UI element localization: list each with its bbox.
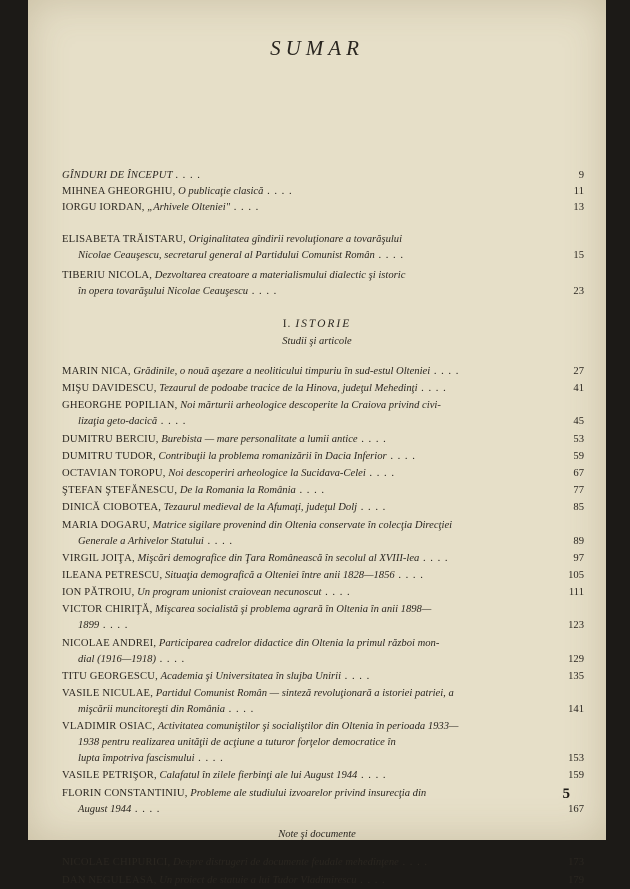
entry-author: GÎNDURI DE ÎNCEPUT	[62, 170, 173, 181]
front-entry	[62, 268, 542, 300]
entry-line	[62, 652, 542, 668]
entry-page-number: 173	[568, 856, 584, 868]
history-entry	[62, 381, 542, 397]
entry-line	[62, 364, 542, 380]
leader-dots: . . . .	[99, 620, 129, 632]
entry-title: dial (1916—1918)	[78, 653, 156, 665]
leader-dots: . . . .	[430, 366, 460, 377]
entry-line	[62, 449, 542, 465]
page-title: SUMAR	[270, 36, 364, 60]
section-heading	[28, 318, 606, 330]
entry-author: NICOLAE CHIPURICI,	[62, 856, 171, 868]
entry-title: mişcării muncitoreşti din România	[78, 704, 226, 715]
entry-title: Mişcări demografice din Ţara Românească în secolul al XVIII-lea	[137, 552, 420, 564]
entry-author: DUMITRU TUDOR,	[62, 450, 156, 462]
entry-line	[62, 602, 542, 618]
entry-title: Matrice sigilare provenind din Oltenia conservate în colecţia Direcţiei	[152, 519, 453, 531]
front-entry	[62, 200, 542, 216]
entry-line	[62, 414, 542, 430]
entry-author: ŞTEFAN ŞTEFĂNESCU,	[62, 485, 178, 497]
entry-title: Calafatul în zilele fierbinţi ale lui August 1944	[159, 770, 358, 782]
entry-title: Originalitatea gîndirii revoluţionare a tovarăşului	[188, 234, 403, 245]
entry-title: 1899	[78, 620, 100, 632]
entry-line	[62, 702, 542, 718]
entry-line	[62, 686, 542, 702]
entry-page-number: 97	[573, 552, 584, 564]
entry-line	[62, 483, 542, 499]
history-entry	[62, 786, 542, 818]
entry-title: Participarea cadrelor didactice din Oltenia la primul război mon-	[158, 637, 440, 649]
entry-title: Generale a Arhivelor Statului	[78, 535, 204, 547]
entry-line	[62, 669, 542, 685]
entry-page-number: 159	[568, 770, 584, 782]
entry-page-number: 9	[578, 170, 584, 181]
entry-title: Noi descoperiri arheologice la Sucidava-Celei	[168, 468, 366, 479]
entry-title: Situaţia demografică a Olteniei între anii 1828—1856	[164, 570, 395, 581]
history-entry	[62, 636, 542, 668]
entry-line	[62, 751, 542, 767]
entry-page-number: 153	[568, 753, 584, 765]
entry-title: în opera tovarăşului Nicolae Ceauşescu	[78, 286, 249, 297]
entry-line	[62, 432, 542, 448]
entry-author: VASILE PETRIŞOR,	[62, 770, 157, 782]
entry-line	[62, 802, 542, 818]
leader-dots: . . . .	[203, 535, 234, 547]
entry-title: Academia şi Universitatea în slujba Unirii	[160, 670, 342, 682]
entry-page-number: 85	[573, 502, 584, 514]
entry-author: DINICĂ CIOBOTEA,	[62, 502, 162, 514]
entry-author: MIHNEA GHEORGHIU,	[62, 186, 176, 197]
leader-dots: . . . .	[295, 485, 326, 497]
history-entry	[62, 466, 542, 482]
entry-title: Tezaurul de podoabe tracice de la Hinova, judeţul Mehedinţi	[159, 383, 418, 395]
history-entry	[62, 449, 542, 465]
entry-title: Un proiect de statuie a lui Tudor Vladimirescu	[159, 874, 357, 886]
entry-page-number: 45	[573, 416, 584, 428]
leader-dots: . . . .	[356, 874, 386, 886]
book-page	[28, 0, 606, 886]
front-entry	[62, 232, 542, 264]
entry-title: „Arhivele Olteniei"	[147, 202, 231, 213]
entry-author: DUMITRU BERCIU,	[62, 433, 159, 445]
entry-author: DAN NEGULEASA,	[62, 874, 157, 886]
leader-dots: . . . .	[394, 570, 424, 581]
entry-author: IORGU IORDAN,	[62, 202, 145, 213]
history-entry	[62, 432, 542, 448]
entry-line	[62, 719, 542, 735]
history-entry	[62, 768, 542, 784]
leader-dots: . . . .	[386, 450, 416, 462]
section-name: ISTORIE	[295, 318, 352, 330]
entry-line	[62, 500, 542, 516]
entry-author: TITU GEORGESCU,	[62, 670, 158, 682]
entry-author: VASILE NICULAE,	[62, 688, 154, 699]
entry-author: GHEORGHE POPILIAN,	[62, 400, 178, 412]
entry-title: Contribuţii la problema romanizării în Dacia Inferior	[158, 450, 387, 462]
entry-line	[62, 735, 542, 751]
leader-dots: . . . .	[365, 468, 395, 479]
entry-author: NICOLAE ANDREI,	[62, 637, 157, 649]
entry-page-number: 15	[573, 250, 584, 261]
entry-page-number: 89	[573, 535, 584, 547]
entry-title: Dezvoltarea creatoare a materialismului dialectic şi istoric	[154, 270, 406, 281]
section-subtitle: Studii şi articole	[282, 336, 352, 347]
entry-page-number: 167	[568, 803, 584, 815]
entry-line	[62, 168, 542, 184]
entry-page-number: 11	[573, 186, 584, 197]
entry-page-number: 123	[568, 620, 584, 632]
entry-page-number: 13	[573, 202, 584, 213]
leader-dots: . . . .	[417, 383, 447, 395]
entry-author: TIBERIU NICOLA,	[62, 270, 153, 281]
entry-page-number: 105	[568, 570, 584, 581]
history-entry	[62, 518, 542, 550]
leader-dots: . . . .	[194, 753, 224, 765]
history-entry	[62, 568, 542, 584]
entry-line	[62, 618, 542, 634]
history-entry	[62, 500, 542, 516]
entry-page-number: 67	[573, 468, 584, 479]
entry-page-number: 135	[568, 670, 584, 682]
entry-line	[62, 381, 542, 397]
leader-dots: . . . .	[175, 170, 201, 181]
leader-dots: . . . .	[357, 433, 387, 445]
entry-title: De la Romania la România	[179, 485, 296, 497]
entry-line	[62, 284, 542, 300]
history-entry	[62, 602, 542, 634]
section-number: I.	[282, 318, 296, 330]
notes-entry	[62, 855, 542, 871]
entry-title: Activitatea comuniştilor şi socialiştilor din Oltenia în perioada 1933—	[157, 721, 459, 733]
notes-subtitle: Note şi documente	[278, 828, 356, 840]
history-entry	[62, 364, 542, 380]
history-entry	[62, 398, 542, 430]
entry-line	[62, 200, 542, 216]
leader-dots: . . . .	[341, 670, 371, 682]
entry-title: Nicolae Ceauşescu, secretarul general al Partidului Comunist Român	[78, 250, 375, 261]
entry-page-number: 59	[573, 450, 584, 462]
entry-title: Burebista — mare personalitate a lumii antice	[161, 433, 358, 445]
page-number: 5	[562, 786, 570, 802]
entry-title: Mişcarea socialistă şi problema agrară în Oltenia în anii 1898—	[155, 604, 432, 616]
entry-line	[62, 232, 542, 248]
entry-title: Un program unionist craiovean necunoscut	[137, 587, 322, 599]
entry-line	[62, 551, 542, 567]
entry-page-number: 111	[568, 587, 584, 599]
front-entry	[62, 168, 542, 184]
entry-author: ELISABETA TRĂISTARU,	[62, 234, 186, 245]
entry-line	[62, 873, 542, 889]
leader-dots: . . . .	[248, 286, 278, 297]
entry-line	[62, 534, 542, 550]
entry-author: ION PĂTROIU,	[62, 587, 135, 599]
history-entry	[62, 551, 542, 567]
entry-title: lupta împotriva fascismului	[78, 753, 195, 765]
entry-page-number: 41	[573, 383, 584, 395]
entry-author: VICTOR CHIRIŢĂ,	[62, 604, 153, 616]
entry-title: Noi mărturii arheologice descoperite la Craiova privind civi-	[180, 400, 441, 412]
leader-dots: . . . .	[225, 704, 255, 715]
entry-author: VLADIMIR OSIAC,	[62, 721, 156, 733]
entry-line	[62, 568, 542, 584]
entry-author: VIRGIL JOIŢA,	[62, 552, 135, 564]
notes-entry	[62, 873, 542, 889]
leader-dots: . . . .	[357, 770, 387, 782]
leader-dots: . . . .	[263, 186, 293, 197]
entry-author: OCTAVIAN TOROPU,	[62, 468, 166, 479]
entry-line	[62, 518, 542, 534]
history-entry	[62, 669, 542, 685]
entry-title: Partidul Comunist Român — sinteză revoluţionară a istoriei patriei, a	[155, 688, 454, 699]
entry-line	[62, 636, 542, 652]
history-entry	[62, 483, 542, 499]
entry-line	[62, 855, 542, 871]
entry-title: Probleme ale studiului izvoarelor privind insurecţia din	[190, 787, 427, 799]
entry-line	[62, 268, 542, 284]
entry-title: Grădinile, o nouă aşezare a neoliticului timpuriu în sud-estul Olteniei	[133, 366, 431, 377]
history-entry	[62, 719, 542, 767]
front-entry	[62, 184, 542, 200]
entry-title: Tezaurul medieval de la Afumaţi, judeţul Dolj	[163, 502, 358, 514]
entry-title: O publicaţie clasică	[178, 186, 264, 197]
entry-line	[62, 585, 542, 601]
entry-author: ILEANA PETRESCU,	[62, 570, 163, 581]
entry-page-number: 23	[573, 286, 584, 297]
leader-dots: . . . .	[321, 587, 351, 599]
history-entry	[62, 686, 542, 718]
leader-dots: . . . .	[419, 552, 449, 564]
entry-author: MARIA DOGARU,	[62, 519, 150, 531]
entry-page-number: 179	[568, 874, 584, 886]
entry-line	[62, 398, 542, 414]
entry-page-number: 53	[573, 433, 584, 445]
leader-dots: . . . .	[357, 502, 387, 514]
entry-title: lizaţia geto-dacică	[78, 416, 158, 428]
entry-title: 1938 pentru realizarea unităţii de acţiune a tuturor forţelor democratice în	[78, 737, 396, 749]
entry-author: MIŞU DAVIDESCU,	[62, 383, 157, 395]
entry-page-number: 129	[568, 653, 584, 665]
entry-page-number: 27	[573, 366, 584, 377]
entry-page-number: 77	[573, 485, 584, 497]
leader-dots: . . . .	[131, 803, 161, 815]
leader-dots: . . . .	[157, 416, 187, 428]
entry-line	[62, 768, 542, 784]
leader-dots: . . . .	[374, 250, 404, 261]
leader-dots: . . . .	[230, 202, 260, 213]
leader-dots: . . . .	[398, 856, 429, 868]
entry-author: FLORIN CONSTANTINIU,	[62, 787, 188, 799]
entry-title: August 1944	[78, 803, 132, 815]
entry-page-number: 141	[568, 704, 584, 715]
history-entry	[62, 585, 542, 601]
entry-title: Despre distrugeri de documente feudale mehedinţene	[173, 856, 399, 868]
entry-line	[62, 184, 542, 200]
entry-author: MARIN NICA,	[62, 366, 131, 377]
leader-dots: . . . .	[155, 653, 186, 665]
entry-line	[62, 248, 542, 264]
entry-line	[62, 466, 542, 482]
entry-line	[62, 786, 542, 802]
